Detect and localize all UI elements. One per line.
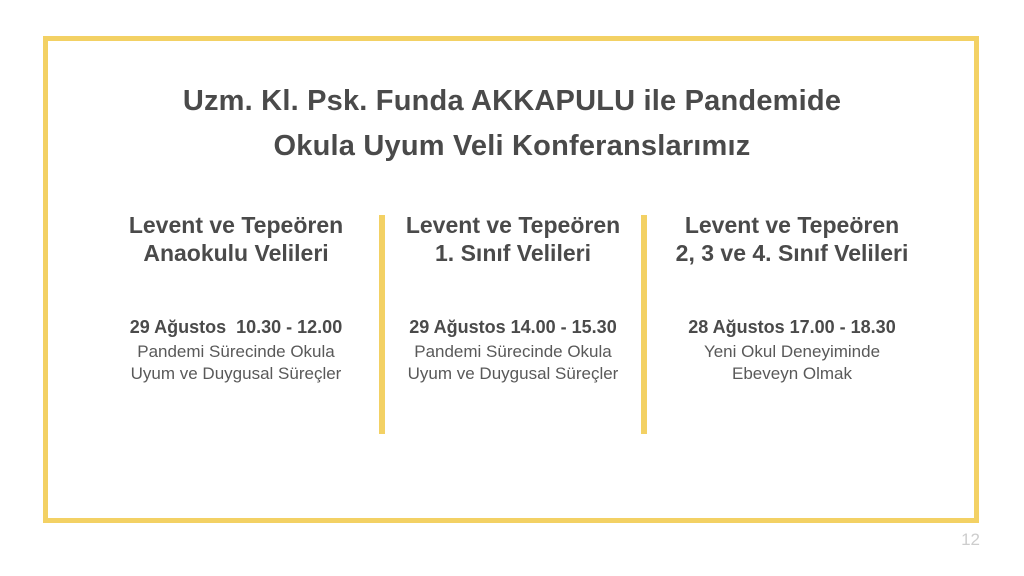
session-topic-line-2: Ebeveyn Olmak (732, 364, 852, 383)
session-column-2-3-4-sinif (652, 211, 932, 385)
column-header-line-2: Anaokulu Velileri (143, 240, 329, 266)
column-header-line-2: 1. Sınıf Velileri (435, 240, 591, 266)
column-header-line-1: Levent ve Tepeören (684, 212, 900, 238)
slide-title (0, 79, 1024, 169)
page-number: 12 (961, 530, 980, 549)
slide-title-line-2: Okula Uyum Veli Konferanslarımız (273, 130, 751, 162)
session-topic-line-2: Uyum ve Duygusal Süreçler (130, 364, 342, 383)
session-topic-line-1: Pandemi Sürecinde Okula (414, 342, 612, 361)
session-topic-line-1: Yeni Okul Deneyiminde (703, 342, 881, 361)
column-divider-right (641, 215, 647, 434)
session-topic-line-1: Pandemi Sürecinde Okula (137, 342, 335, 361)
session-column-anaokulu (88, 211, 384, 385)
column-header-line-1: Levent ve Tepeören (128, 212, 344, 238)
session-datetime: 29 Ağustos 10.30 - 12.00 (129, 317, 343, 337)
session-topic-line-2: Uyum ve Duygusal Süreçler (407, 364, 619, 383)
column-header (390, 211, 636, 267)
slide-title-line-1: Uzm. Kl. Psk. Funda AKKAPULU ile Pandemide (182, 85, 842, 117)
session-datetime: 29 Ağustos 14.00 - 15.30 (409, 317, 617, 337)
column-header-line-1: Levent ve Tepeören (405, 212, 621, 238)
column-header (88, 211, 384, 267)
session-topic (88, 341, 384, 385)
column-divider-left (379, 215, 385, 434)
session-topic (390, 341, 636, 385)
column-header (652, 211, 932, 267)
column-header-line-2: 2, 3 ve 4. Sınıf Velileri (675, 240, 909, 266)
session-column-1-sinif (390, 211, 636, 385)
session-datetime: 28 Ağustos 17.00 - 18.30 (688, 317, 896, 337)
session-topic (652, 341, 932, 385)
